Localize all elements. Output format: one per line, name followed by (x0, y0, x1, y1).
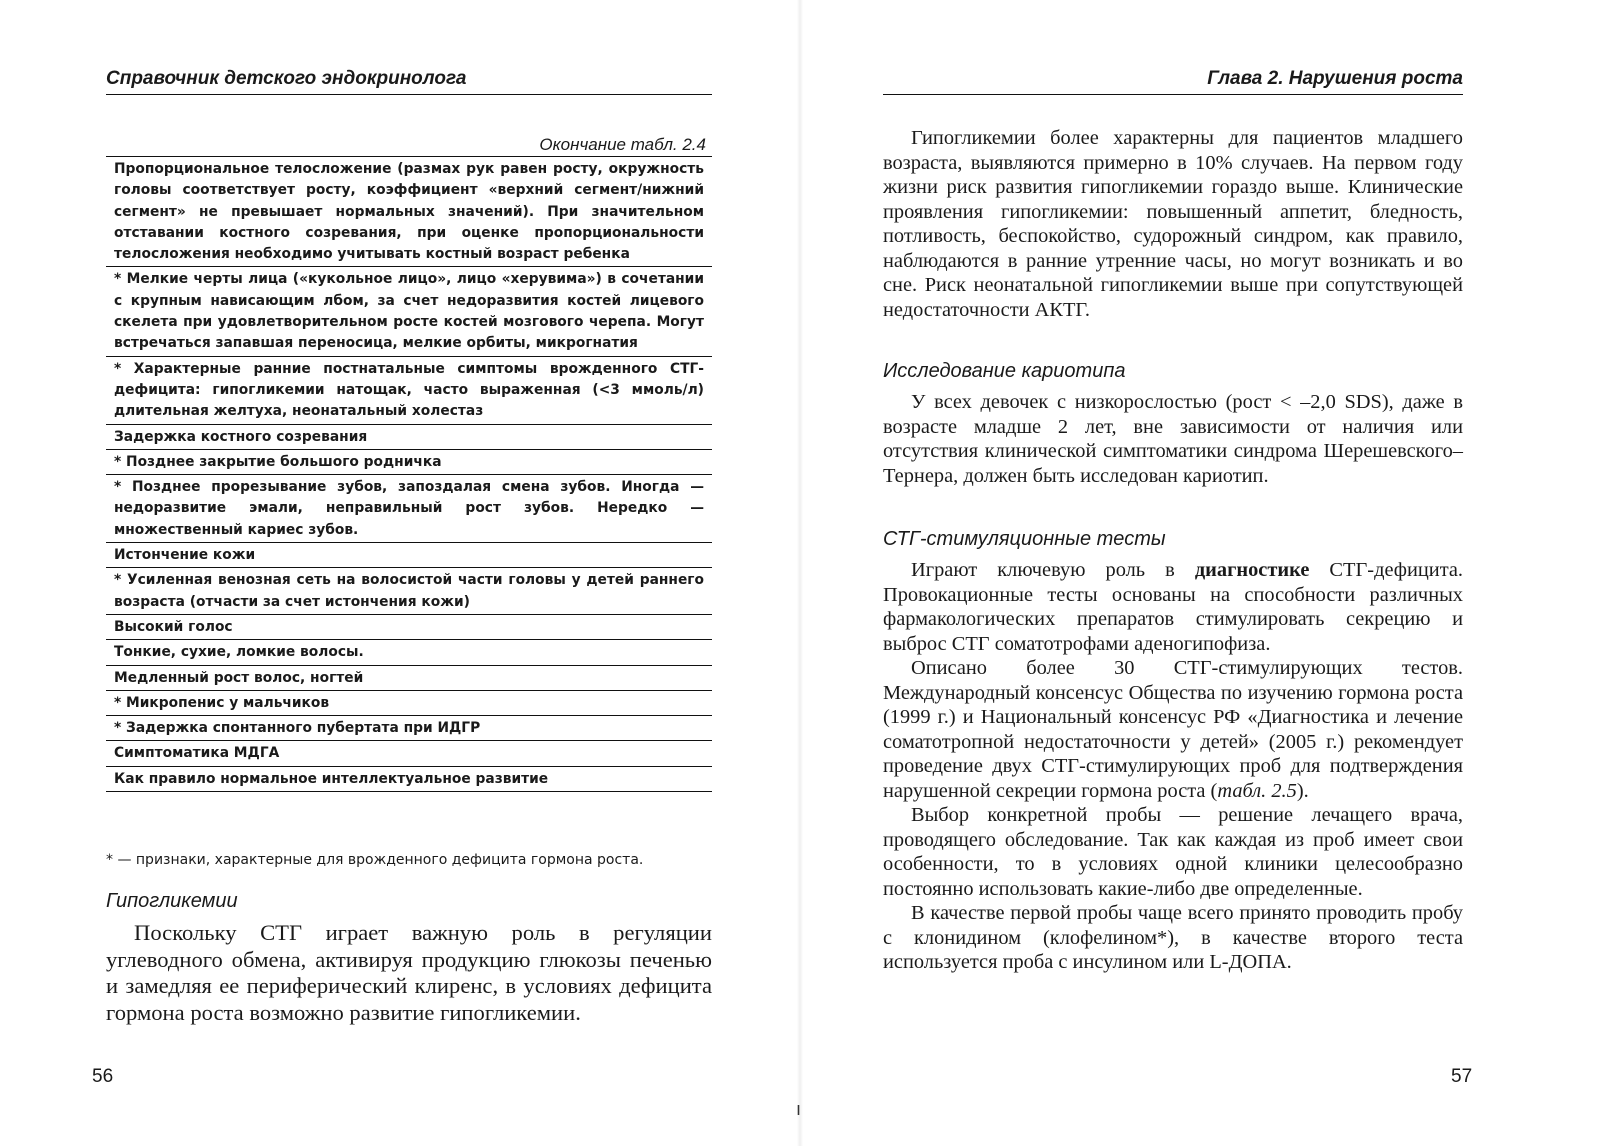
table-row: Медленный рост волос, ногтей (106, 666, 712, 691)
table-row: * Усиленная венозная сеть на волосистой части головы у детей раннего возраста (отчасти за счет истончения кожи) (106, 568, 712, 615)
gutter-mark: ı (796, 1099, 802, 1119)
table-row: * Позднее прорезывание зубов, запоздалая смена зубов. Иногда — недоразвитие эмали, неправильный рост зубов. Нередко — множественный кариес зубов. (106, 475, 712, 543)
text-run: Описано более 30 СТГ-стимулирующих тестов. Международный консенсус Общества по изучению гормона роста (1999 г.) и Национальный консенсус РФ «Диагностика и лечение соматотропной недостаточности у детей» (2005 г.) рекомендует проведение двух СТГ-стимулирующих проб для подтверждения нарушенной секреции гормона роста ( (883, 657, 1463, 802)
table-caption: Окончание табл. 2.4 (539, 135, 706, 154)
table-row: Симптоматика МДГА (106, 741, 712, 766)
karyotype-paragraph (883, 390, 1463, 488)
tests-paragraph-4: В качестве первой пробы чаще всего принято проводить пробу с клонидином (клофелином*), в качестве второго теста используется проба с инсулином или L-ДОПА. (883, 902, 1463, 973)
hypoglycemia-paragraph (106, 920, 712, 1026)
table-row: * Микропенис у мальчиков (106, 691, 712, 716)
page-number-right: 57 (1451, 1066, 1473, 1087)
table-row: Тонкие, сухие, ломкие волосы. (106, 640, 712, 665)
text-run: Играют ключевую роль в (911, 559, 1195, 581)
table-reference: табл. 2.5 (1217, 779, 1297, 802)
symptoms-table (106, 156, 712, 792)
table-row: Как правило нормальное интеллектуальное развитие (106, 767, 712, 792)
table-footnote: * — признаки, характерные для врожденного дефицита гормона роста. (106, 852, 644, 868)
stimulation-tests-text (883, 558, 1463, 975)
right-page (801, 0, 1601, 1146)
paragraph-text: У всех девочек с низкорослостью (рост < –2,0 SDS), даже в возрасте младше 2 лет, вне зависимости от наличия или отсутствия клинической симптоматики синдрома Шерешевского–Тернера, должен быть исследован кариотип. (883, 391, 1463, 487)
tests-paragraph-2 (883, 656, 1463, 803)
section-heading-stimulation-tests: СТГ-стимуляционные тесты (883, 528, 1166, 550)
tests-paragraph-3: Выбор конкретной пробы — решение лечащего врача, проводящего обследование. Так как каждая из проб имеет свои особенности, то в условиях одной клиники целесообразно постоянно использовать какие-либо две определенные. (883, 804, 1463, 900)
text-run: СТГ-дефицита. Провокационные тесты основаны на способности различных фармакологических препаратов стимулировать секрецию и выброс СТГ соматотрофами аденогипофиза. (883, 559, 1463, 655)
table-row: Истончение кожи (106, 543, 712, 568)
left-page (0, 0, 800, 1146)
section-heading-karyotype: Исследование кариотипа (883, 360, 1126, 382)
intro-paragraph (883, 126, 1463, 322)
table-row: * Характерные ранние постнатальные симптомы врожденного СТГ-дефицита: гипогликемии натощак, часто выраженная (<3 ммоль/л) длительная желтуха, неонатальный холестаз (106, 357, 712, 425)
table-row: * Мелкие черты лица («кукольное лицо», лицо «херувима») в сочетании с крупным нависающим лбом, за счет недоразвития костей лицевого скелета при удовлетворительном росте костей мозгового черепа. Могут встречаться запавшая переносица, мелкие орбиты, микрогнатия (106, 267, 712, 356)
table-row: Задержка костного созревания (106, 425, 712, 450)
text-run: ). (1296, 779, 1309, 802)
table-row: Высокий голос (106, 615, 712, 640)
paragraph-text: Поскольку СТГ играет важную роль в регуляции углеводного обмена, активируя продукцию глюкозы печенью и замедляя ее периферический клиренс, в условиях дефицита гормона роста возможно развитие гипогликемии. (106, 920, 712, 1025)
tests-paragraph-1 (883, 558, 1463, 656)
table-row: Пропорциональное телосложение (размах рук равен росту, окружность головы соответствует росту, коэффициент «верхний сегмент/нижний сегмент» не превышает нормальных значений). При значительном отставании костного созревания, при оценке пропорциональности телосложения необходимо учитывать костный возраст ребенка (106, 157, 712, 267)
table-row: * Позднее закрытие большого родничка (106, 450, 712, 475)
running-head-right: Глава 2. Нарушения роста (883, 64, 1463, 95)
paragraph-text: Гипогликемии более характерны для пациентов младшего возраста, выявляются примерно в 10% случаев. На первом году жизни риск развития гипогликемии гораздо выше. Клинические проявления гипогликемии: повышенный аппетит, бледность, потливость, беспокойство, судорожный синдром, как правило, наблюдаются в ранние утренние часы, но могут возникать и во сне. Риск неонатальной гипогликемии выше при сопутствующей недостаточности АКТГ. (883, 127, 1463, 321)
page-number-left: 56 (92, 1066, 114, 1087)
bold-term: диагностике (1194, 559, 1310, 581)
section-heading-hypoglycemia: Гипогликемии (106, 890, 238, 912)
running-head-left: Справочник детского эндокринолога (106, 64, 712, 95)
table-row: * Задержка спонтанного пубертата при ИДГР (106, 716, 712, 741)
